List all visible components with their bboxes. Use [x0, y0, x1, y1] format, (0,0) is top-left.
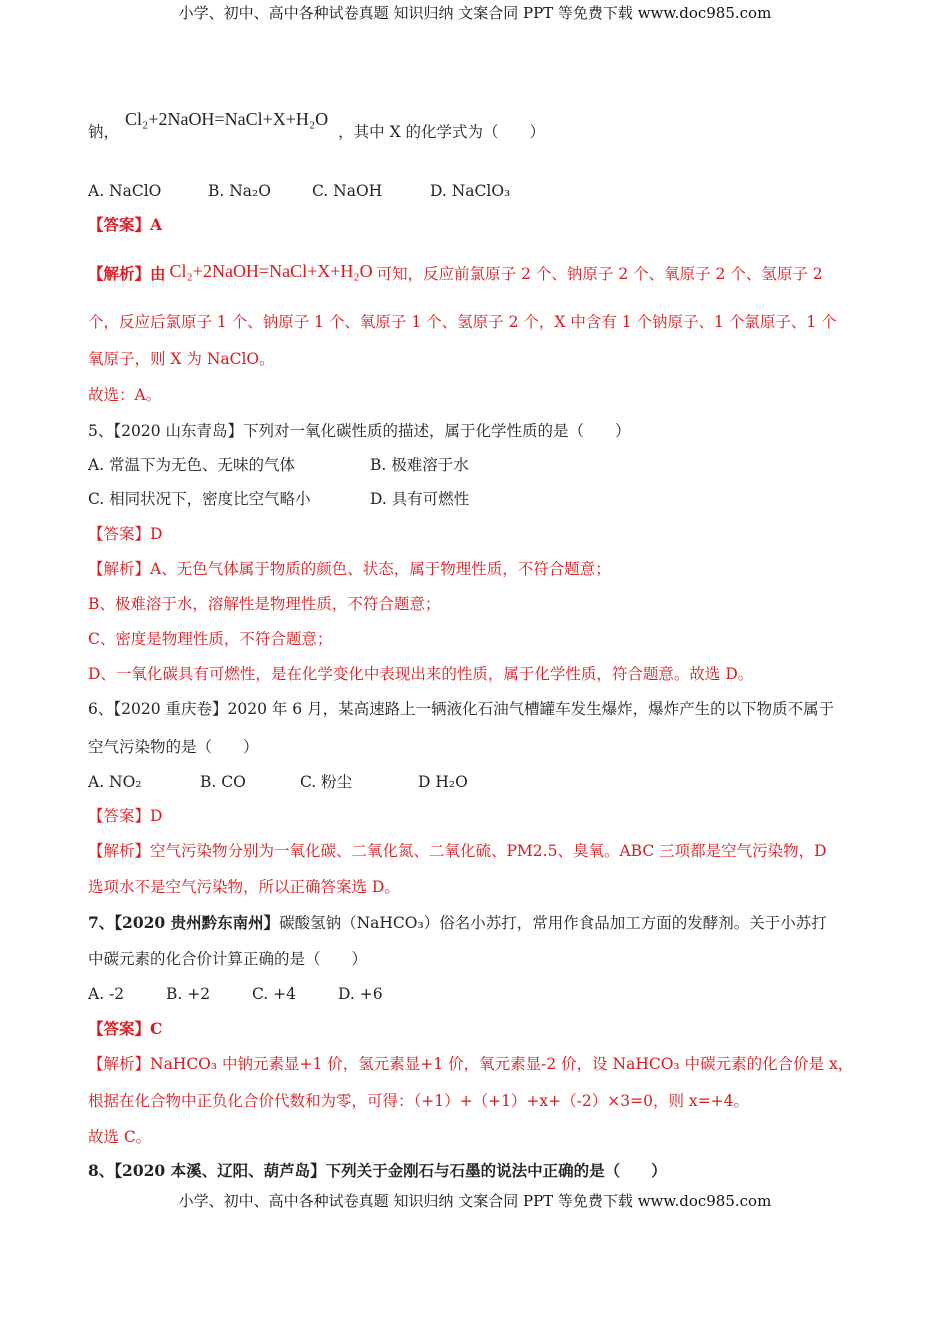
q6-analysis-line-1: 【解析】空气污染物分别为一氧化碳、二氧化氮、二氧化硫、PM2.5、臭氧。ABC 三项都是空气污染物，D	[88, 842, 827, 860]
q7-analysis-line-1: 【解析】NaHCO₃ 中钠元素显+1 价，氢元素显+1 价，氧元素显-2 价，设 NaHCO₃ 中碳元素的化合价是 x，	[88, 1055, 854, 1073]
q5-analysis-line-3: C、密度是物理性质，不符合题意；	[88, 630, 333, 648]
q5-analysis-line-1: 【解析】A、无色气体属于物质的颜色、状态，属于物理性质，不符合题意；	[88, 560, 611, 578]
q6-answer: 【答案】D	[88, 807, 163, 825]
q7-option-b: B. +2	[166, 985, 211, 1003]
q6-analysis-line-2: 选项水不是空气污染物，所以正确答案选 D。	[88, 878, 400, 896]
q6-option-d: D H₂O	[418, 773, 468, 791]
q4-stem-line	[88, 109, 546, 143]
q7-stem-line-1	[88, 912, 827, 934]
q7-source: 【2020 贵州黔东南州】	[114, 913, 280, 932]
q5-option-b: B. 极难溶于水	[370, 456, 469, 474]
q4-option-c: C. NaOH	[312, 182, 383, 200]
q5-option-c: C. 相同状况下，密度比空气略小	[88, 490, 311, 508]
page-footer: 小学、初中、高中各种试卷真题 知识归纳 文案合同 PPT 等免费下载 www.doc985.com	[178, 1192, 772, 1210]
q4-option-d: D. NaClO₃	[430, 182, 511, 200]
q7-number: 7、	[88, 913, 115, 932]
q5-option-a: A. 常温下为无色、无味的气体	[88, 456, 296, 474]
q4-conclusion: 故选：A。	[88, 386, 162, 404]
q4-prefix: 钠，	[88, 123, 120, 141]
q6-option-a: A. NO₂	[88, 773, 142, 791]
q4-answer: 【答案】A	[88, 215, 163, 234]
q7-option-c: C. +4	[252, 985, 297, 1003]
q5-analysis-line-2: B、极难溶于水，溶解性是物理性质，不符合题意；	[88, 595, 441, 613]
q4-analysis-equation: Cl₂+2NaOH=NaCl+X+H₂O	[169, 261, 373, 281]
q4-option-a: A. NaClO	[88, 182, 162, 200]
q8-stem: 8、【2020 本溪、辽阳、葫芦岛】下列关于金刚石与石墨的说法中正确的是（ ）	[88, 1161, 667, 1180]
page-header: 小学、初中、高中各种试卷真题 知识归纳 文案合同 PPT 等免费下载 www.doc985.com	[178, 4, 772, 22]
q5-answer: 【答案】D	[88, 525, 163, 543]
q7-option-a: A. -2	[88, 985, 125, 1003]
q7-stem-line-2: 中碳元素的化合价计算正确的是（ ）	[88, 950, 368, 968]
q4-analysis-text-1: 可知，反应前氯原子 2 个、钠原子 2 个、氧原子 2 个、氢原子 2	[376, 265, 823, 283]
q4-suffix: ，其中 X 的化学式为（ ）	[338, 123, 546, 141]
q5-stem: 5、【2020 山东青岛】下列对一氧化碳性质的描述，属于化学性质的是（ ）	[88, 422, 631, 440]
q6-stem-line-2: 空气污染物的是（ ）	[88, 738, 259, 756]
q4-analysis-line-1	[88, 262, 823, 285]
q7-conclusion: 故选 C。	[88, 1128, 152, 1146]
q4-analysis-label: 【解析】由	[88, 264, 166, 283]
q6-stem-line-1: 6、【2020 重庆卷】2020 年 6 月，某高速路上一辆液化石油气槽罐车发生爆炸，爆炸产生的以下物质不属于	[88, 700, 835, 718]
q4-analysis-line-3: 氧原子，则 X 为 NaClO。	[88, 350, 275, 368]
q4-option-b: B. Na₂O	[208, 182, 271, 200]
q4-equation: Cl₂+2NaOH=NaCl+X+H₂O	[125, 109, 329, 129]
q4-analysis-line-2: 个，反应后氯原子 1 个、钠原子 1 个、氧原子 1 个、氢原子 2 个，X 中含有 1 个钠原子、1 个氯原子、1 个	[88, 313, 837, 331]
q5-analysis-line-4: D、一氧化碳具有可燃性，是在化学变化中表现出来的性质，属于化学性质，符合题意。故选 D。	[88, 665, 754, 683]
q7-answer: 【答案】C	[88, 1019, 163, 1038]
q7-analysis-line-2: 根据在化合物中正负化合价代数和为零，可得：（+1）+（+1）+x+（-2）×3=0，则 x=+4。	[88, 1092, 749, 1110]
q5-option-d: D. 具有可燃性	[370, 490, 470, 508]
q6-option-c: C. 粉尘	[300, 773, 353, 791]
q7-stem-text-1: 碳酸氢钠（NaHCO₃）俗名小苏打，常用作食品加工方面的发酵剂。关于小苏打	[279, 914, 827, 932]
q6-option-b: B. CO	[200, 773, 246, 791]
q7-option-d: D. +6	[338, 985, 383, 1003]
